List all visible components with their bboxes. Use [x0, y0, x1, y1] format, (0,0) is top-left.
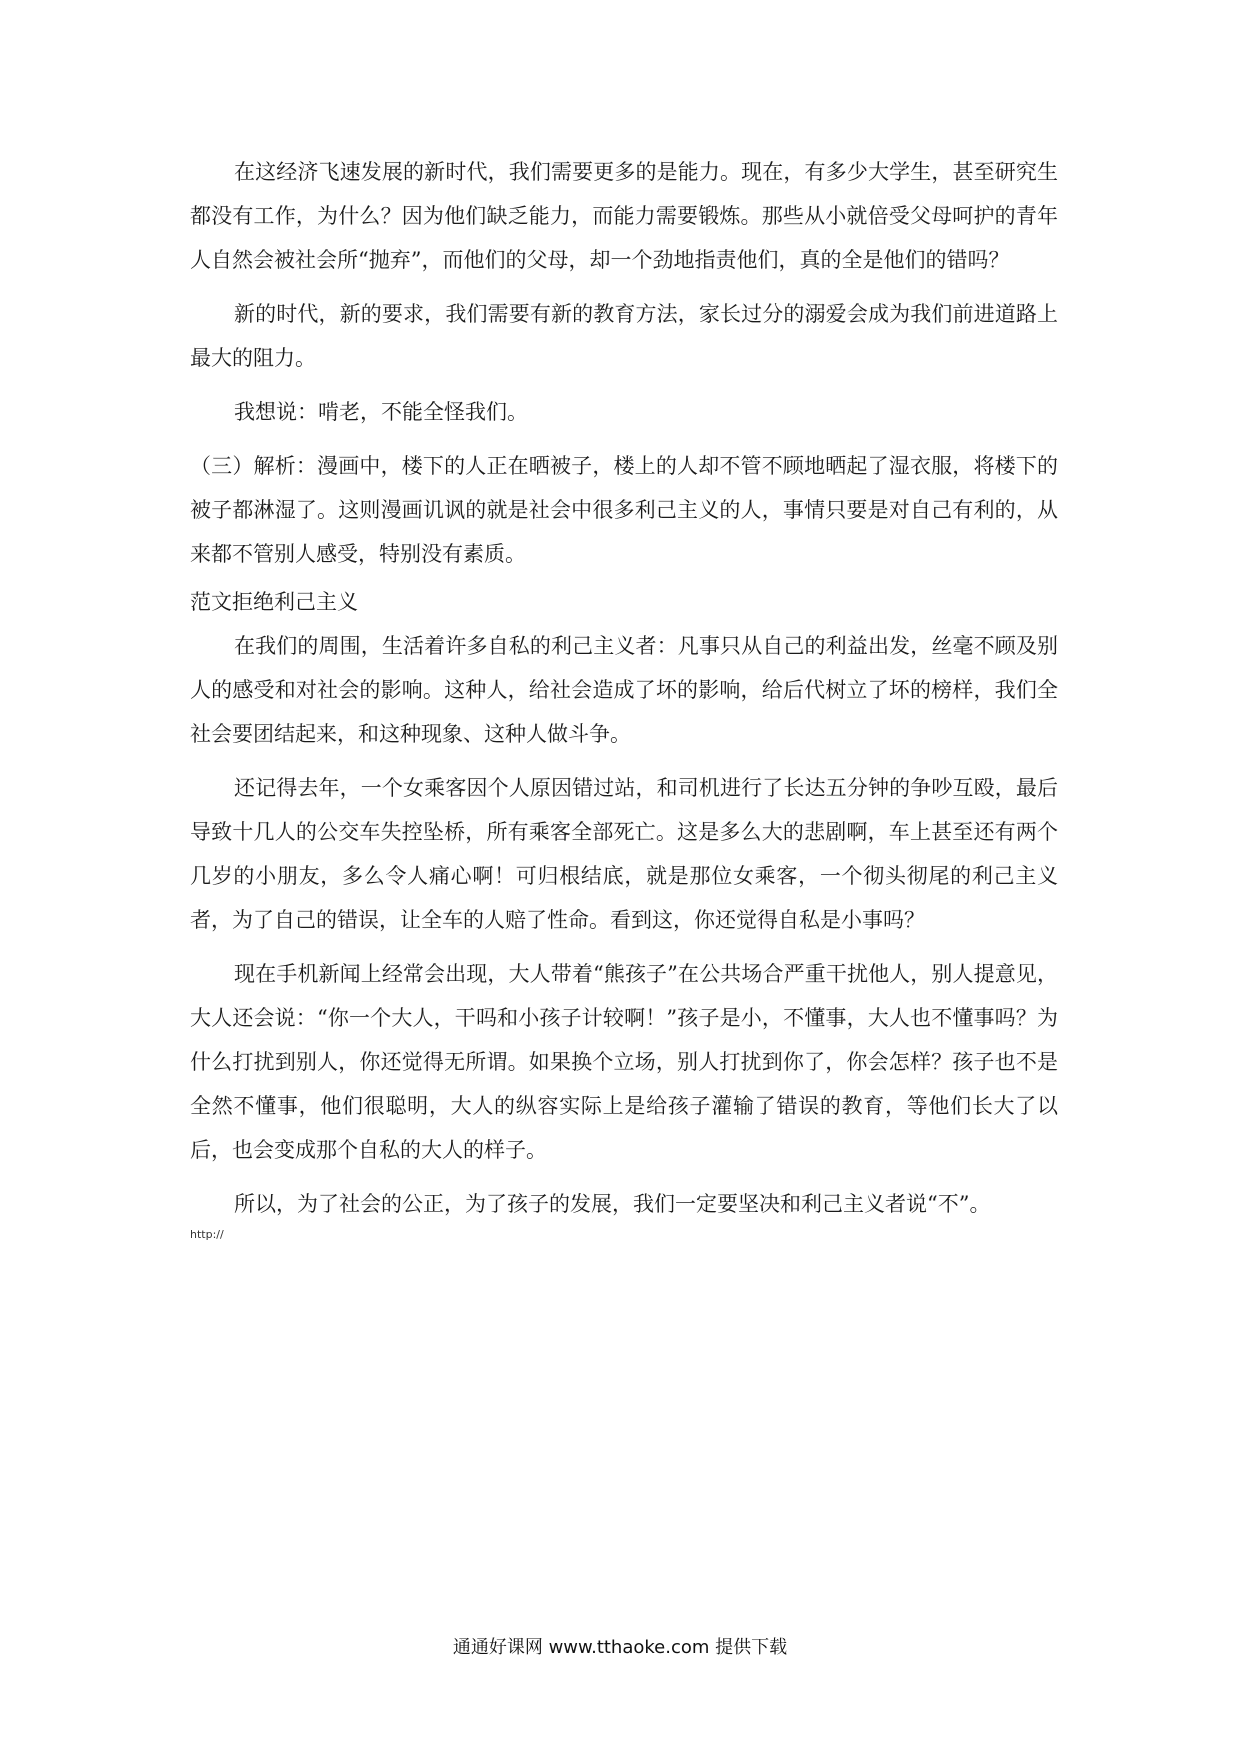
footer-text: 通通好课网 www.tthaoke.com 提供下载: [452, 1637, 788, 1658]
paragraph: 在这经济飞速发展的新时代，我们需要更多的是能力。现在，有多少大学生，甚至研究生都没有工作，为什么？因为他们缺乏能力，而能力需要锻炼。那些从小就倍受父母呵护的青年人自然会被社会所“抛弃”，而他们的父母，却一个劲地指责他们，真的全是他们的错吗？: [190, 160, 1058, 272]
paragraph: 在我们的周围，生活着许多自私的利己主义者：凡事只从自己的利益出发，丝毫不顾及别人的感受和对社会的影响。这种人，给社会造成了坏的影响，给后代树立了坏的榜样，我们全社会要团结起来，和这种现象、这种人做斗争。: [190, 634, 1058, 746]
document-body: [190, 150, 1058, 1244]
paragraph: 我想说：啃老，不能全怪我们。: [234, 400, 528, 424]
analysis-paragraph: （三）解析：漫画中，楼下的人正在晒被子，楼上的人却不管不顾地晒起了湿衣服，将楼下的被子都淋湿了。这则漫画讥讽的就是社会中很多利己主义的人，事情只要是对自己有利的，从来都不管别人感受，特别没有素质。: [190, 454, 1058, 566]
url-note: http://: [190, 1228, 224, 1241]
paragraph: 新的时代，新的要求，我们需要有新的教育方法，家长过分的溺爱会成为我们前进道路上最大的阻力。: [190, 302, 1058, 370]
essay-heading: 范文拒绝利己主义: [190, 590, 358, 614]
paragraph: 所以，为了社会的公正，为了孩子的发展，我们一定要坚决和利己主义者说“不”。: [234, 1192, 991, 1216]
paragraph: 现在手机新闻上经常会出现，大人带着“熊孩子”在公共场合严重干扰他人，别人提意见，大人还会说：“你一个大人，干吗和小孩子计较啊！”孩子是小，不懂事，大人也不懂事吗？为什么打扰到别人，你还觉得无所谓。如果换个立场，别人打扰到你了，你会怎样？孩子也不是全然不懂事，他们很聪明，大人的纵容实际上是给孩子灌输了错误的教育，等他们长大了以后，也会变成那个自私的大人的样子。: [190, 962, 1058, 1162]
paragraph: 还记得去年，一个女乘客因个人原因错过站，和司机进行了长达五分钟的争吵互殴，最后导致十几人的公交车失控坠桥，所有乘客全部死亡。这是多么大的悲剧啊，车上甚至还有两个几岁的小朋友，多么令人痛心啊！可归根结底，就是那位女乘客，一个彻头彻尾的利己主义者，为了自己的错误，让全车的人赔了性命。看到这，你还觉得自私是小事吗？: [190, 776, 1058, 932]
